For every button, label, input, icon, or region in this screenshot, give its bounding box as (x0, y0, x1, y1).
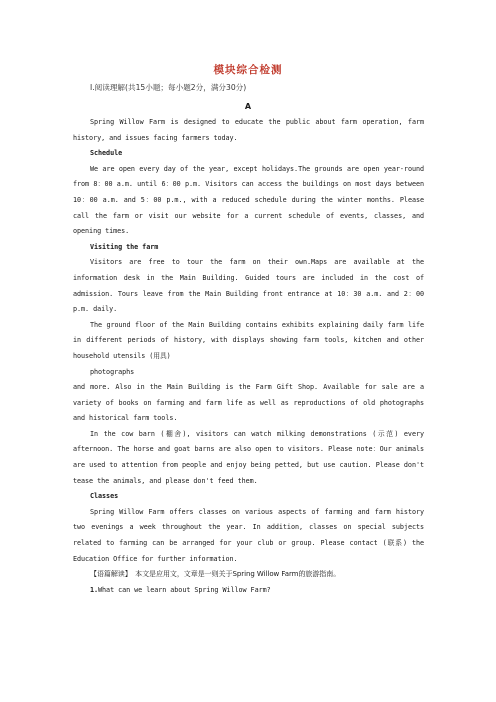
question-1 (73, 583, 424, 599)
question-text: What can we learn about Spring Willow Farm? (98, 585, 271, 594)
classes-heading: Classes (90, 492, 119, 501)
visiting-heading: Visiting the farm (90, 242, 159, 251)
classes-paragraph: Spring Willow Farm offers classes on various aspects of farming and farm history two evenings a week throughout the year. In addition, classes on special subjects related to farming can be arranged for your club or group. Please contact (联系) the Education Office for further information. (73, 507, 424, 563)
visiting-paragraph: Visitors are free to tour the farm on their own.Maps are available at the information desk in the Main Building. Guided tours are included in the cost of admission. Tours leave from the Main Building front entrance at 10：30 a.m. and 2：00 p.m. daily. (73, 258, 424, 314)
document-title: 模块综合检测 (213, 64, 283, 76)
passage-body (73, 115, 424, 598)
section-heading: Ⅰ.阅读理解(共15小题；每小题2分，满分30分) (90, 83, 247, 92)
schedule-heading: Schedule (90, 149, 123, 158)
gift-shop-paragraph: and more. Also in the Main Building is the Farm Gift Shop. Available for sale are a variety of books on farming and farm life as well as reproductions of old photographs and historical farm tools. (73, 383, 424, 423)
question-number: 1. (90, 585, 99, 594)
exhibits-paragraph: The ground floor of the Main Building contains exhibits explaining daily farm life in different periods of history, with displays showing farm tools, kitchen and other household utensils (用具) (73, 320, 424, 360)
schedule-paragraph: We are open every day of the year, except holidays.The grounds are open year-round from 8：00 a.m. until 6：00 p.m. Visitors can access the buildings on most days between 10：00 a.m. and 5：00 p.m., with a reduced schedule during the winter months. Please call the farm or visit our website for a current schedule of events, classes, and opening times. (73, 164, 424, 236)
photographs-line: photographs (90, 367, 135, 376)
barn-paragraph: In the cow barn (棚舍), visitors can watch milking demonstrations (示范) every afternoon. The horse and goat barns are also open to visitors. Please note：Our animals are used to attention from people and enjoy being petted, but use caution. Please don't tease the animals, and please don't feed them. (73, 429, 424, 485)
intro-paragraph: Spring Willow Farm is designed to educate the public about farm operation, farm history, and issues facing farmers today. (73, 118, 424, 142)
passage-letter: A (244, 102, 252, 111)
passage-analysis: 【语篇解读】 本文是应用文，文章是一则关于Spring Willow Farm的旅游指南。 (90, 570, 341, 579)
